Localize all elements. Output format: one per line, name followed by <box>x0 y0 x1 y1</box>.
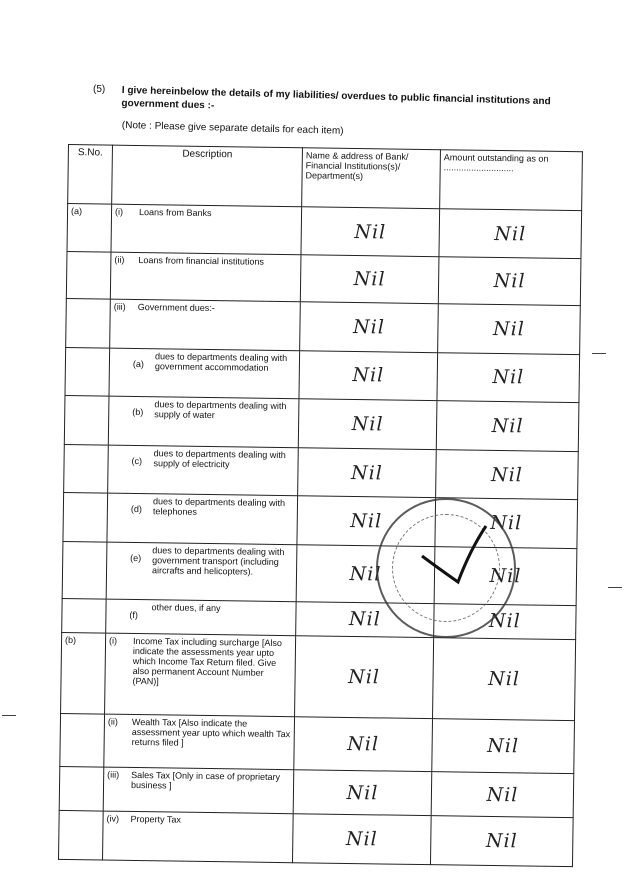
table-row <box>59 766 574 818</box>
edge-mark: — <box>608 578 622 594</box>
row-roman-numeral: (iv) <box>106 813 120 825</box>
row-group-label <box>62 541 107 598</box>
row-description-cell <box>103 811 294 862</box>
row-bank-value: Nil <box>296 545 435 604</box>
row-roman-numeral: (i) <box>114 206 124 217</box>
table-row <box>61 633 576 721</box>
section-statement: I give hereinbelow the details of my liabilities/ overdues to public financial institutions and government dues :- <box>121 84 551 112</box>
table-row <box>60 714 575 774</box>
row-group-label <box>59 811 104 860</box>
header-sno: S.No. <box>68 145 113 204</box>
row-roman-numeral <box>112 399 126 419</box>
row-sub-letter: (b) <box>132 407 144 418</box>
row-description-text: dues to departments dealing with supply of electricity <box>153 447 286 470</box>
row-description-text: Property Tax <box>130 814 182 825</box>
row-description-text: dues to departments dealing with telephones <box>152 496 286 518</box>
row-amount-value: Nil <box>431 771 574 818</box>
row-description-text: Government dues:- <box>137 301 215 313</box>
row-bank-value: Nil <box>301 207 440 258</box>
row-roman-numeral: (iii) <box>113 301 126 312</box>
row-sub-letter: (a) <box>132 358 145 369</box>
row-roman-numeral <box>110 545 124 575</box>
row-group-label <box>64 396 109 445</box>
table-row <box>59 811 574 867</box>
row-description-cell <box>106 599 296 636</box>
row-bank-value: Nil <box>300 255 439 304</box>
row-bank-value: Nil <box>297 496 436 547</box>
row-description-text: Wealth Tax [Also indicate the assessment year upto which wealth Tax returns filed ] <box>131 717 291 748</box>
row-description-text: dues to departments dealing with government accommodation <box>154 350 288 373</box>
row-amount-value: Nil <box>432 719 575 774</box>
row-amount-value: Nil <box>438 304 581 355</box>
row-amount-value: Nil <box>439 208 582 259</box>
table-body <box>59 203 582 866</box>
row-bank-value: Nil <box>295 636 434 719</box>
row-description-text: Income Tax including surcharge [Also indicate the assessments year upto which Income Tax Return filed. Give also permanent Account Number (PAN)] <box>132 636 283 687</box>
row-amount-value: Nil <box>430 816 573 867</box>
row-roman-numeral <box>111 496 125 516</box>
row-amount-value: Nil <box>434 603 576 639</box>
row-group-label <box>64 444 109 493</box>
row-description-cell <box>103 767 294 814</box>
row-group-label <box>66 298 111 347</box>
row-description-cell <box>108 396 299 447</box>
row-description-text: Loans from financial institutions <box>138 255 265 268</box>
row-sub-letter: (d) <box>130 504 142 515</box>
row-description-cell <box>106 542 297 601</box>
row-description-text: Loans from Banks <box>138 206 212 218</box>
row-bank-value: Nil <box>296 601 434 637</box>
row-amount-value: Nil <box>434 547 577 606</box>
row-description-text: Sales Tax [Only in case of proprietary business ] <box>130 769 281 791</box>
row-description-cell <box>108 445 299 496</box>
section-note: (Note : Please give separate details for each item) <box>121 120 344 137</box>
row-amount-value: Nil <box>433 638 576 721</box>
header-bank: Name & address of Bank/ Financial Institutions(s)/ Department(s) <box>302 148 441 209</box>
row-roman-numeral: (ii) <box>107 716 119 727</box>
row-description-cell <box>109 348 300 399</box>
table-row <box>65 347 580 403</box>
row-description-cell <box>111 204 302 255</box>
row-group-label <box>66 252 111 299</box>
row-bank-value: Nil <box>300 302 439 353</box>
edge-mark: — <box>592 344 606 360</box>
row-roman-numeral: (iii) <box>107 769 120 780</box>
row-description-cell <box>110 299 301 350</box>
row-group-label <box>60 714 105 767</box>
row-amount-value: Nil <box>436 449 579 500</box>
row-roman-numeral <box>113 350 127 370</box>
row-bank-value: Nil <box>294 717 433 772</box>
row-group-label <box>65 347 110 396</box>
table-row <box>66 298 581 354</box>
table-header-row <box>68 145 583 211</box>
table-row <box>63 493 578 549</box>
row-bank-value: Nil <box>292 814 431 865</box>
table-row <box>64 396 579 452</box>
header-amount: Amount outstanding as on ............................ <box>440 150 583 211</box>
row-description-cell <box>107 493 298 544</box>
table-row <box>67 203 582 259</box>
row-amount-value: Nil <box>437 352 580 403</box>
table-row <box>66 252 581 306</box>
row-bank-value: Nil <box>298 399 437 450</box>
row-group-label: (b) <box>61 633 106 715</box>
section-number: (5) <box>93 84 106 95</box>
row-amount-value: Nil <box>436 401 579 452</box>
row-description-text: other dues, if any <box>151 601 221 613</box>
row-description-text: dues to departments dealing with government transport (including aircrafts and helicopters). <box>151 545 285 577</box>
edge-mark: — <box>2 706 16 722</box>
row-group-label <box>63 493 108 542</box>
row-description-cell <box>104 714 295 769</box>
row-bank-value: Nil <box>298 447 437 498</box>
row-bank-value: Nil <box>299 350 438 401</box>
row-roman-numeral: (ii) <box>114 255 125 266</box>
table-row <box>64 444 579 500</box>
row-description-cell <box>105 633 296 717</box>
row-group-label: (a) <box>67 203 112 252</box>
row-amount-value: Nil <box>438 257 581 306</box>
row-description-text: dues to departments dealing with supply of water <box>154 399 287 421</box>
row-group-label <box>59 766 104 811</box>
header-description: Description <box>112 145 303 206</box>
row-bank-value: Nil <box>293 769 432 815</box>
row-roman-numeral <box>109 601 123 619</box>
row-sub-letter: (e) <box>130 552 142 564</box>
table-row <box>62 541 577 605</box>
row-roman-numeral: (i) <box>108 635 118 646</box>
row-sub-letter: (f) <box>129 609 139 620</box>
row-roman-numeral <box>111 447 125 467</box>
liabilities-table <box>58 144 583 867</box>
row-group-label <box>62 598 106 633</box>
row-sub-letter: (c) <box>131 455 143 466</box>
row-description-cell <box>110 252 301 301</box>
row-amount-value: Nil <box>435 498 578 549</box>
